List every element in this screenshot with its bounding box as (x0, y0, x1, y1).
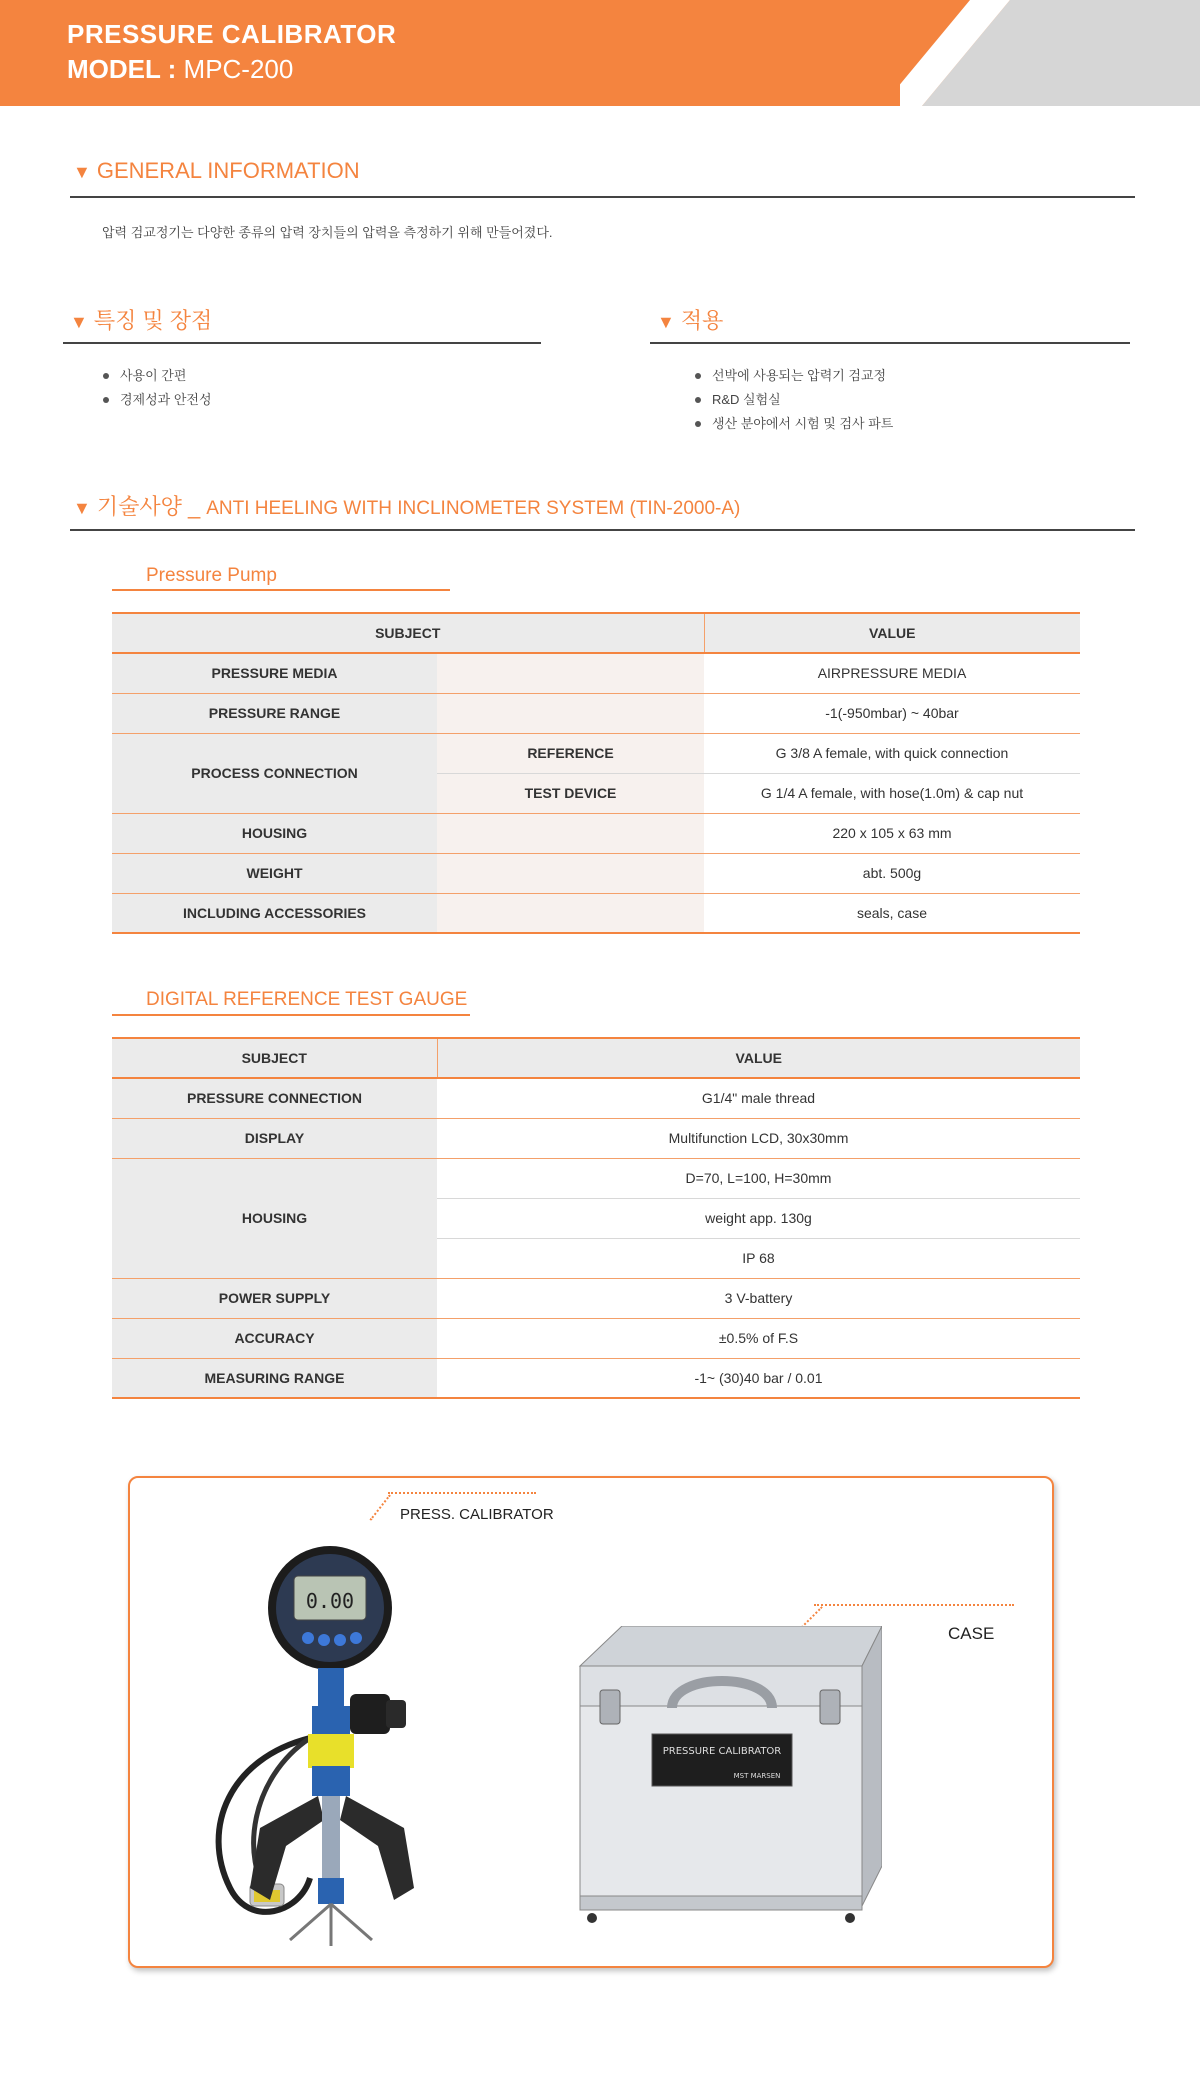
row-value: abt. 500g (704, 853, 1080, 893)
case-plate-brand: MST MARSEN (733, 1772, 781, 1780)
table-header-row (112, 613, 1080, 653)
features-title: 특징 및 장점 (93, 308, 213, 333)
table-row (112, 1358, 1080, 1398)
general-text: 압력 검교정기는 다양한 종류의 압력 장치들의 압력을 측정하기 위해 만들어졌다. (102, 225, 553, 240)
row-label: PROCESS CONNECTION (112, 733, 437, 813)
row-value: 3 V-battery (437, 1278, 1080, 1318)
applications-divider (650, 342, 1130, 344)
row-value: seals, case (704, 893, 1080, 933)
carrying-case-image (562, 1626, 882, 1956)
header-subject: SUBJECT (112, 1038, 437, 1078)
table-row (112, 1318, 1080, 1358)
row-value: G1/4" male thread (437, 1078, 1080, 1118)
row-label: POWER SUPPLY (112, 1278, 437, 1318)
gauge-title: DIGITAL REFERENCE TEST GAUGE (146, 989, 468, 1010)
applications-list (692, 364, 893, 436)
row-label: HOUSING (112, 1158, 437, 1278)
triangle-down-icon: ▼ (70, 312, 88, 332)
calibrator-callout-line (388, 1492, 536, 1494)
case-plate-title: PRESSURE CALIBRATOR (662, 1746, 782, 1757)
general-heading (73, 158, 360, 184)
row-spacer (437, 693, 704, 733)
table-row (112, 1158, 1080, 1198)
triangle-down-icon: ▼ (73, 162, 91, 182)
row-value: G 1/4 A female, with hose(1.0m) & cap nut (704, 773, 1080, 813)
pressure-calibrator-image (190, 1528, 460, 1958)
row-label: PRESSURE MEDIA (112, 653, 437, 693)
pump-title: Pressure Pump (146, 565, 277, 586)
pump-table (112, 612, 1080, 934)
general-divider (70, 196, 1135, 198)
spec-divider (70, 529, 1135, 531)
list-item: 생산 분야에서 시험 및 검사 파트 (692, 412, 893, 436)
row-value: 220 x 105 x 63 mm (704, 813, 1080, 853)
page-title: PRESSURE CALIBRATOR (67, 19, 397, 49)
row-spacer (437, 893, 704, 933)
table-row (112, 813, 1080, 853)
features-heading (70, 304, 212, 335)
case-callout-line (814, 1604, 1014, 1606)
model-label: MODEL : (67, 54, 177, 84)
row-value: Multifunction LCD, 30x30mm (437, 1118, 1080, 1158)
pump-title-underline (112, 589, 450, 591)
list-item: R&D 실험실 (692, 388, 893, 412)
row-label: DISPLAY (112, 1118, 437, 1158)
table-row (112, 653, 1080, 693)
list-item: 선박에 사용되는 압력기 검교정 (692, 364, 893, 388)
row-value: -1~ (30)40 bar / 0.01 (437, 1358, 1080, 1398)
header-value: VALUE (437, 1038, 1080, 1078)
table-row (112, 1118, 1080, 1158)
row-value: AIRPRESSURE MEDIA (704, 653, 1080, 693)
table-row (112, 733, 1080, 773)
row-value: weight app. 130g (437, 1198, 1080, 1238)
row-spacer (437, 813, 704, 853)
gauge-title-underline (112, 1014, 470, 1016)
model-line (67, 54, 293, 85)
applications-heading (657, 304, 723, 335)
spec-title: 기술사양 _ (96, 494, 201, 519)
general-title: GENERAL INFORMATION (96, 158, 360, 183)
row-label: PRESSURE CONNECTION (112, 1078, 437, 1118)
row-spacer (437, 853, 704, 893)
table-row (112, 1278, 1080, 1318)
row-value: IP 68 (437, 1238, 1080, 1278)
triangle-down-icon: ▼ (73, 498, 91, 518)
row-spacer (437, 653, 704, 693)
applications-title: 적용 (680, 308, 724, 333)
spec-heading (73, 490, 740, 521)
calibrator-label: PRESS. CALIBRATOR (400, 1506, 554, 1523)
list-item: 사용이 간편 (100, 364, 212, 388)
row-label: WEIGHT (112, 853, 437, 893)
header-value: VALUE (704, 613, 1080, 653)
table-row (112, 893, 1080, 933)
list-item: 경제성과 안전성 (100, 388, 212, 412)
features-list (100, 364, 212, 412)
row-label: INCLUDING ACCESSORIES (112, 893, 437, 933)
row-value: ±0.5% of F.S (437, 1318, 1080, 1358)
header-banner (0, 0, 1200, 106)
product-image-box (128, 1476, 1054, 1968)
row-label: HOUSING (112, 813, 437, 853)
spec-subtitle: ANTI HEELING WITH INCLINOMETER SYSTEM (TIN-2000-A) (206, 498, 741, 519)
table-header-row (112, 1038, 1080, 1078)
row-sublabel: REFERENCE (437, 733, 704, 773)
table-row (112, 693, 1080, 733)
gauge-table (112, 1037, 1080, 1399)
row-value: D=70, L=100, H=30mm (437, 1158, 1080, 1198)
row-label: PRESSURE RANGE (112, 693, 437, 733)
row-value: -1(-950mbar) ~ 40bar (704, 693, 1080, 733)
model-value: MPC-200 (183, 54, 294, 84)
features-divider (63, 342, 541, 344)
row-sublabel: TEST DEVICE (437, 773, 704, 813)
triangle-down-icon: ▼ (657, 312, 675, 332)
table-row (112, 853, 1080, 893)
row-value: G 3/8 A female, with quick connection (704, 733, 1080, 773)
header-subject: SUBJECT (112, 613, 704, 653)
row-label: ACCURACY (112, 1318, 437, 1358)
table-row (112, 1078, 1080, 1118)
case-label: CASE (948, 1624, 995, 1643)
calibrator-callout-diagonal (370, 1494, 391, 1520)
lcd-reading: 0.00 (305, 1589, 355, 1613)
row-label: MEASURING RANGE (112, 1358, 437, 1398)
